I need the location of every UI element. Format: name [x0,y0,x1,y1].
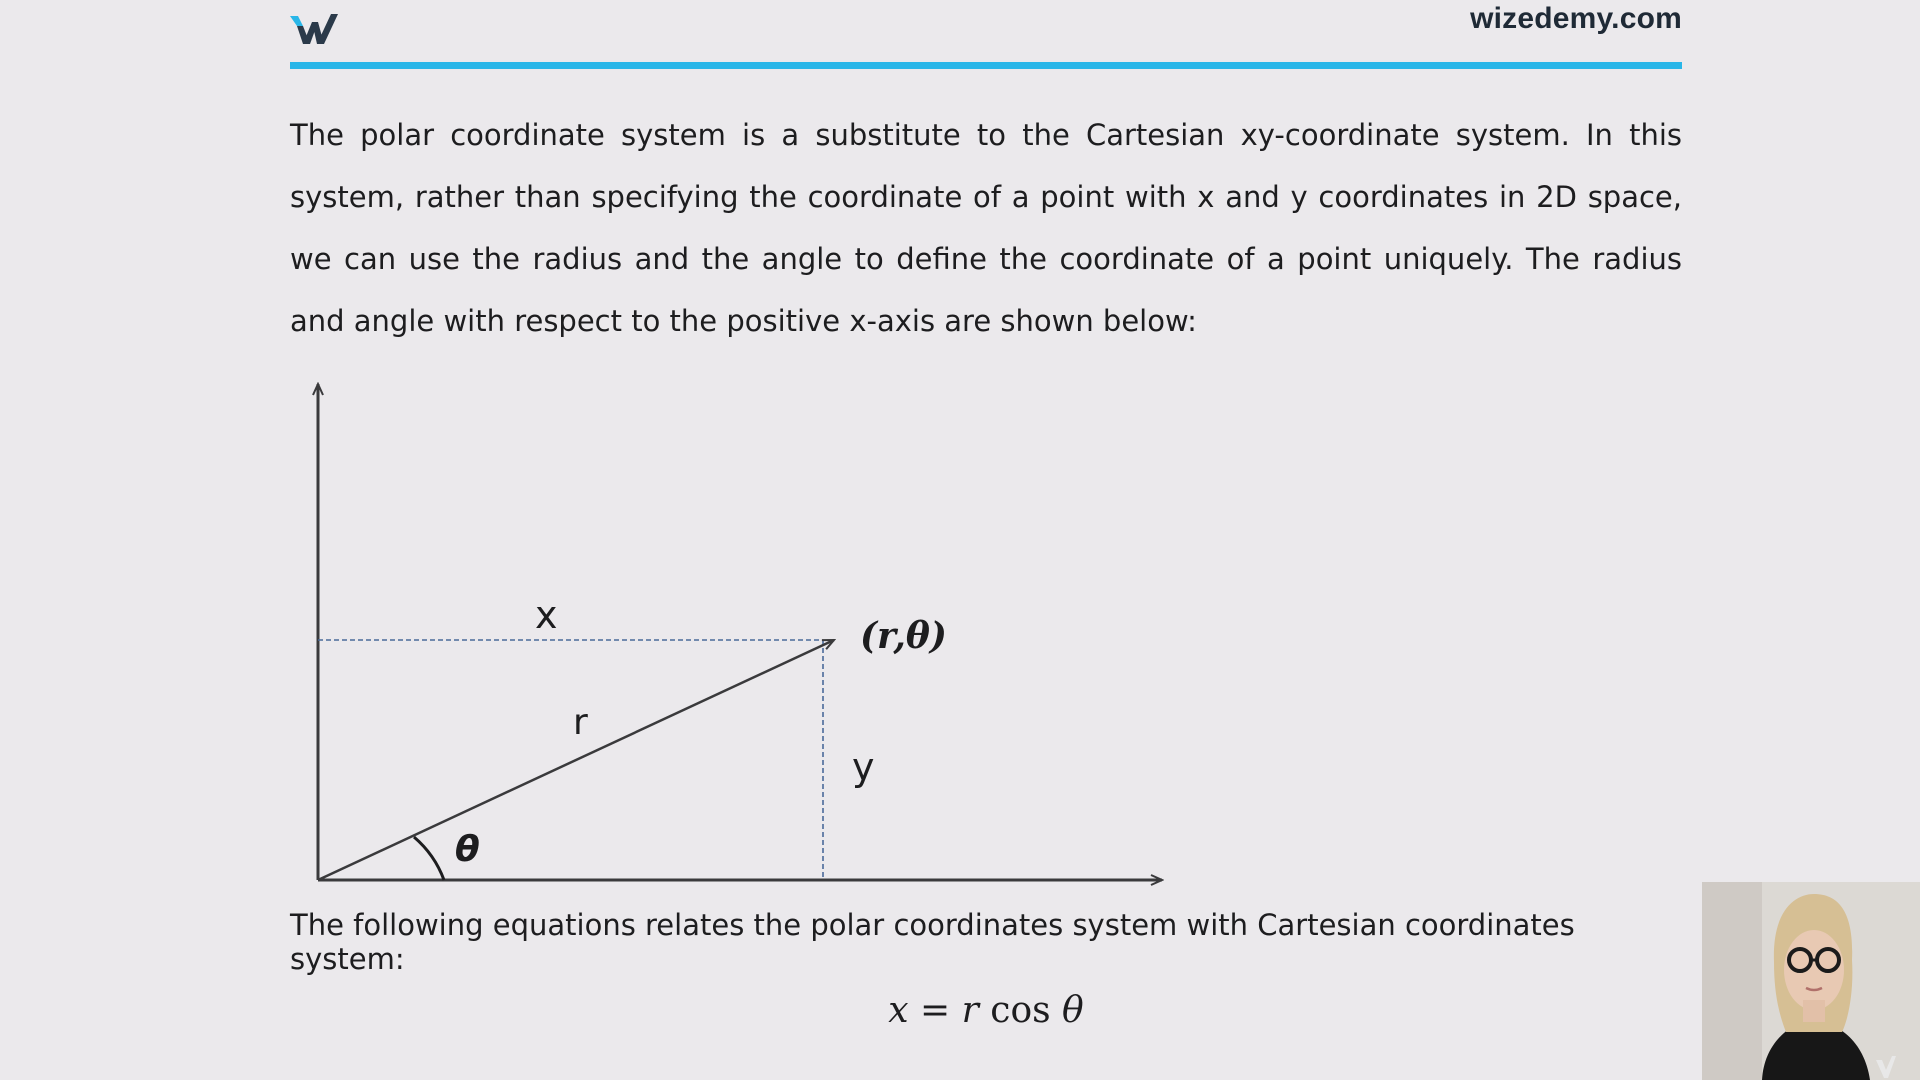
polar-coordinate-diagram [290,372,1190,902]
label-x: x [535,593,558,637]
equation-equals: = [908,990,962,1031]
equation-r: r [961,990,979,1031]
presenter-webcam [1702,882,1920,1080]
radius-vector [318,640,834,880]
label-y: y [852,745,875,789]
equation-cos: cos [978,990,1063,1031]
equation-lhs: x [888,990,909,1031]
label-point-r-theta: (r,θ) [860,615,947,657]
intro-paragraph: The polar coordinate system is a substitute to the Cartesian xy-coordinate system. In this system, rather than specifying the coordinate of a point with x and y coordinates in 2D space, we can use the radius and the angle to define the coordinate of a point uniquely. The radius and angle with respect to the positive x-axis are shown below: [290,118,1682,338]
label-r: r [573,702,588,743]
label-theta: θ [455,829,480,870]
angle-arc [414,837,444,880]
header-divider [290,62,1682,69]
wizedemy-logo-icon [290,12,342,48]
presenter-webcam-icon [1702,882,1920,1080]
equation-x-r-cos-theta [290,990,1682,1031]
site-name: wizedemy.com [1470,2,1682,35]
equation-theta: θ [1062,990,1084,1031]
relation-paragraph: The following equations relates the polar coordinates system with Cartesian coordinates system: [290,908,1575,976]
